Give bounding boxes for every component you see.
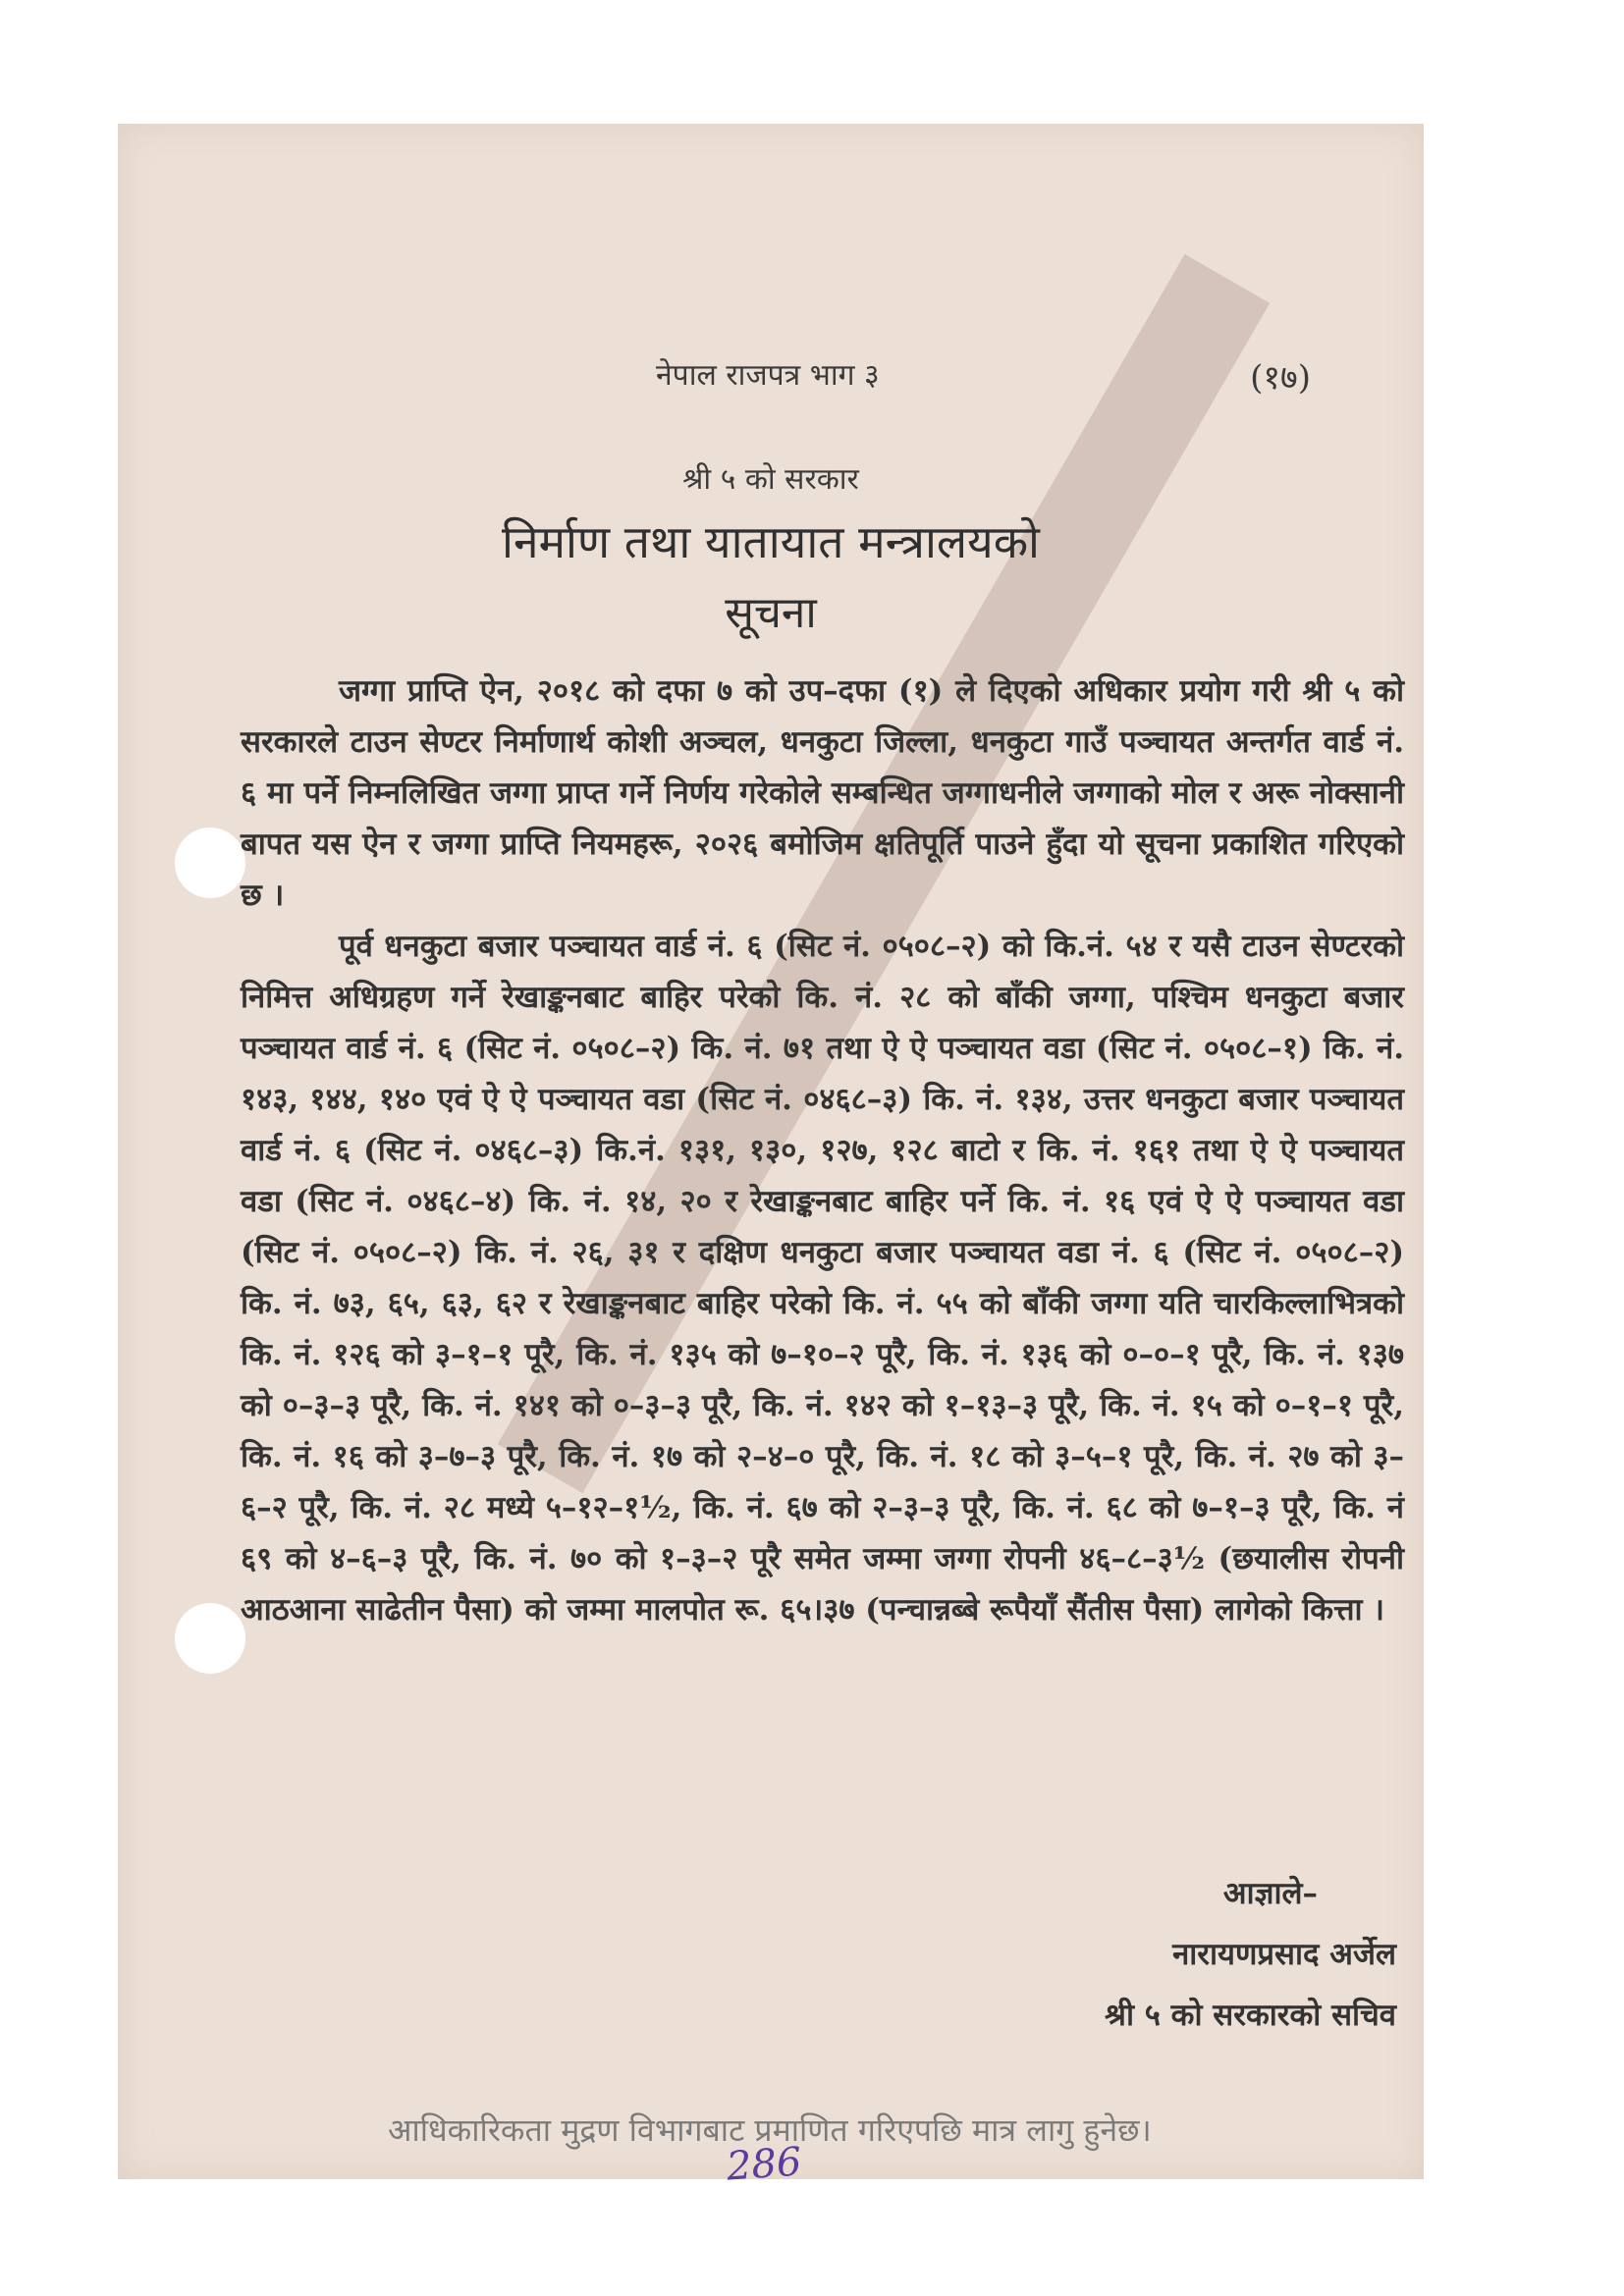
signatory-designation: श्री ५ को सरकारको सचिव bbox=[1105, 1998, 1396, 2033]
page-number: (१७) bbox=[1250, 358, 1311, 398]
authenticity-note: आधिकारिकता मुद्रण विभागबाट प्रमाणित गरिएपछि मात्र लागु हुनेछ। bbox=[388, 2111, 1152, 2149]
gazette-header bbox=[118, 353, 1424, 412]
gazette-title: नेपाल राजपत्र भाग ३ bbox=[656, 358, 880, 393]
punch-hole bbox=[175, 828, 245, 898]
government-name: श्री ५ को सरकार bbox=[682, 462, 859, 497]
punch-hole bbox=[175, 1603, 245, 1674]
order-line: आज्ञाले– bbox=[1222, 1876, 1318, 1911]
notice-heading: सूचना bbox=[725, 588, 817, 638]
paragraph-2: पूर्व धनकुटा बजार पञ्चायत वार्ड नं. ६ (सिट नं. ०५०८–२) को कि.नं. ५४ र यसै टाउन सेण्टरको निमित्त अधिग्रहण गर्ने रेखाङ्कनबाट बाहिर परेको कि. नं. २८ को बाँकी जग्गा, पश्चिम धनकुटा बजार पञ्चायत वार्ड नं. ६ (सिट नं. ०५०८–२) कि. नं. ७१ तथा ऐ ऐ पञ्चायत वडा (सिट नं. ०५०८–१) कि. नं. १४३, १४४, १४० एवं ऐ ऐ पञ्चायत वडा (सिट नं. ०४६८–३) कि. नं. १३४, उत्तर धनकुटा बजार पञ्चायत वार्ड नं. ६ (सिट नं. ०४६८–३) कि.नं. १३१, १३०, १२७, १२८ बाटो र कि. नं. १६१ तथा ऐ ऐ पञ्चायत वडा (सिट नं. ०४६८–४) कि. नं. १४, २० र रेखाङ्कनबाट बाहिर पर्ने कि. नं. १६ एवं ऐ ऐ पञ्चायत वडा (सिट नं. ०५०८–२) कि. नं. २६, ३१ र दक्षिण धनकुटा बजार पञ्चायत वडा नं. ६ (सिट नं. ०५०८–२) कि. नं. ७३, ६५, ६३, ६२ र रेखाङ्कनबाट बाहिर परेको कि. नं. ५५ को बाँकी जग्गा यति चारकिल्लाभित्रको कि. नं. १२६ को ३–१–१ पूरै, कि. नं. १३५ को ७–१०–२ पूरै, कि. नं. १३६ को ०–०–१ पूरै, कि. नं. १३७ को ०–३–३ पूरै, कि. नं. १४१ को ०–३–३ पूरै, कि. नं. १४२ को १–१३–३ पूरै, कि. नं. १५ को ०–१–१ पूरै, कि. नं. १६ को ३–७–३ पूरै, कि. नं. १७ को २–४–० पूरै, कि. नं. १८ को ३–५–१ पूरै, कि. नं. २७ को ३–६–२ पूरै, कि. नं. २८ मध्ये ५–१२–१½, कि. नं. ६७ को २–३–३ पूरै, कि. नं. ६८ को ७–१–३ पूरै, कि. नं ६९ को ४–६–३ पूरै, कि. नं. ७० को १–३–२ पूरै समेत जम्मा जग्गा रोपनी ४६–८–३½ (छयालीस रोपनी आठआना साढेतीन पैसा) को जम्मा मालपोत रू. ६५।३७ (पन्चान्नब्बे रूपैयाँ सैंतीस पैसा) लागेको कित्ता । bbox=[241, 929, 1404, 1628]
ministry-name: निर्माण तथा यातायात मन्त्रालयको bbox=[502, 515, 1040, 568]
handwritten-number: 286 bbox=[725, 2139, 803, 2190]
notice-body bbox=[241, 666, 1404, 1635]
paragraph-1: जग्गा प्राप्ति ऐन, २०१८ को दफा ७ को उप–दफा (१) ले दिएको अधिकार प्रयोग गरी श्री ५ को सरकारले टाउन सेण्टर निर्माणार्थ कोशी अञ्चल, धनकुटा जिल्ला, धनकुटा गाउँ पञ्चायत अन्तर्गत वार्ड नं. ६ मा पर्ने निम्नलिखित जग्गा प्राप्त गर्ने निर्णय गरेकोले सम्बन्धित जग्गाधनीले जग्गाको मोल र अरू नोक्सानी बापत यस ऐन र जग्गा प्राप्ति नियमहरू, २०२६ बमोजिम क्षतिपूर्ति पाउने हुँदा यो सूचना प्रकाशित गरिएको छ । bbox=[241, 673, 1404, 913]
signature-block bbox=[1105, 1863, 1396, 2046]
signatory-name: नारायणप्रसाद अर्जेल bbox=[1172, 1937, 1396, 1972]
